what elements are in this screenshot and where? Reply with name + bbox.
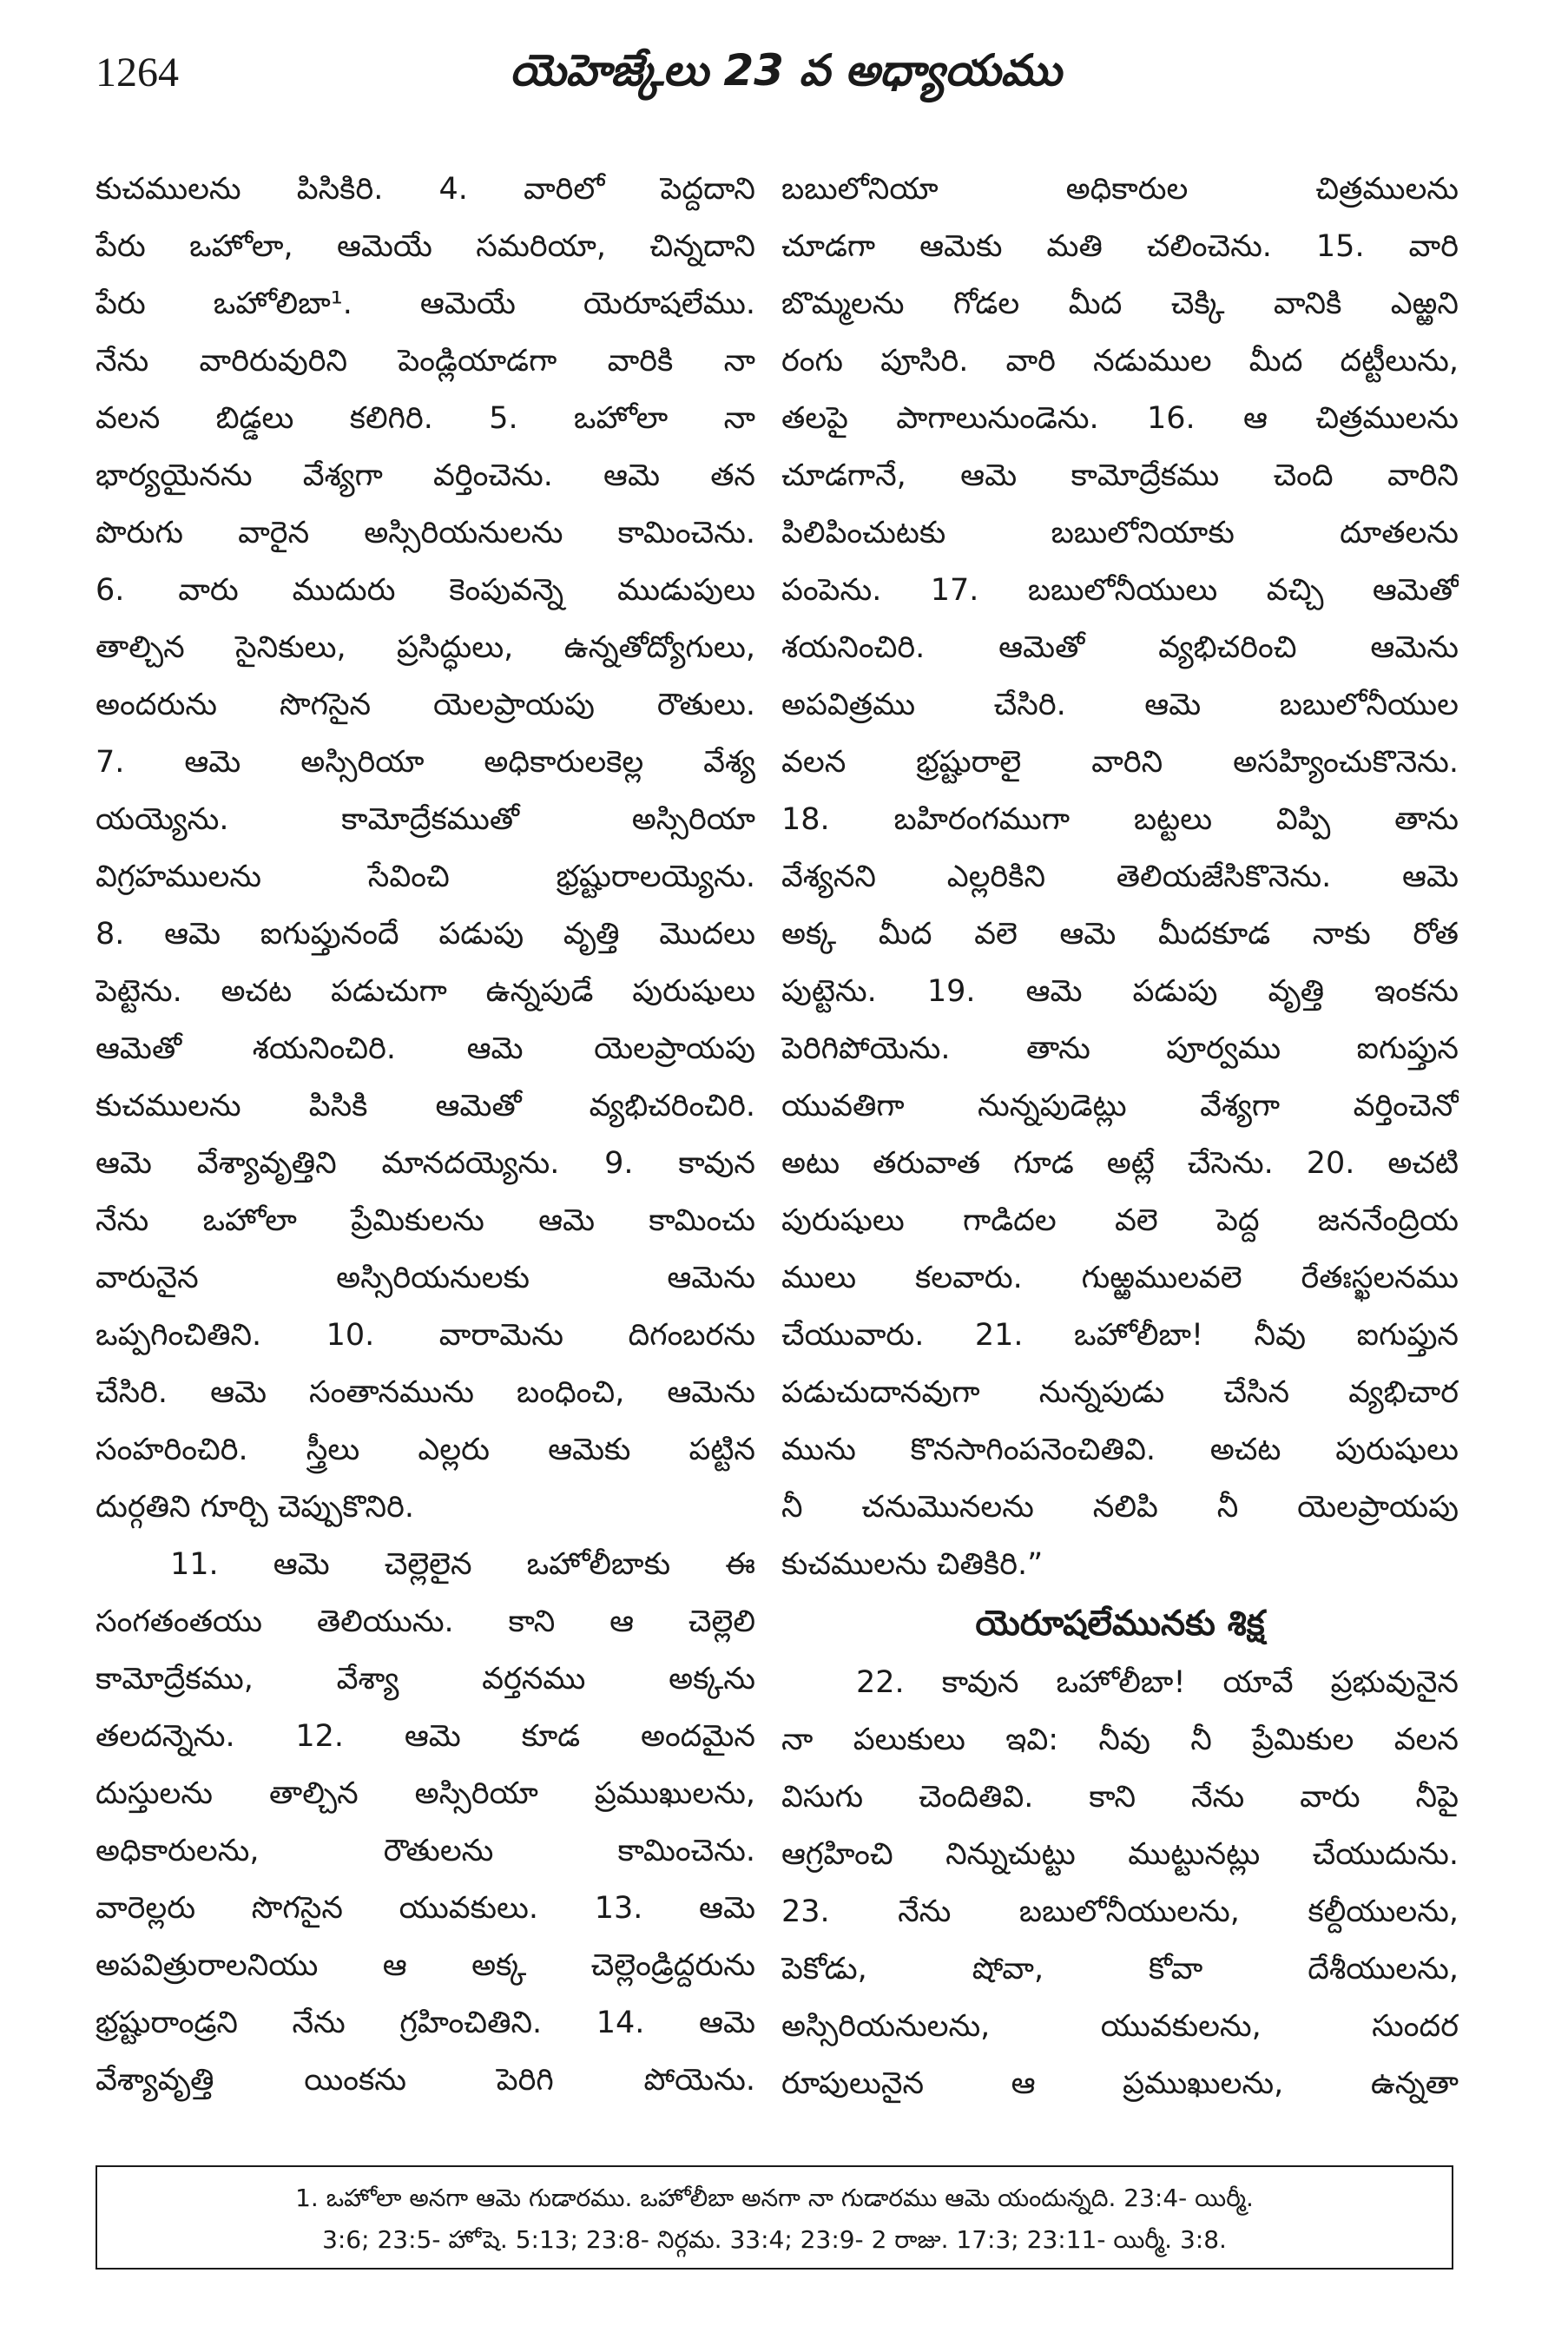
text-line: నీ చనుమొనలను నలిపి నీ యెలప్రాయపు	[781, 1490, 1459, 1525]
text-line: దుస్తులను తాల్చిన అస్సిరియా ప్రముఖులను,	[96, 1776, 755, 1811]
text-line: కామోద్రేకము, వేశ్యా వర్తనము అక్కను	[96, 1662, 755, 1696]
text-line: అపవిత్రము చేసిరి. ఆమె బబులోనీయుల	[781, 688, 1459, 722]
text-line: పడుచుదానవుగా నున్నపుడు చేసిన వ్యభిచార	[781, 1375, 1459, 1410]
text-line: 8. ఆమె ఐగుప్తునందే పడుపు వృత్తి మొదలు	[96, 917, 755, 952]
text-line: అక్క మీద వలె ఆమె మీదకూడ నాకు రోత	[781, 917, 1459, 952]
left-column	[96, 161, 755, 2109]
text-line: 7. ఆమె అస్సిరియా అధికారులకెల్ల వేశ్య	[96, 745, 755, 780]
page-number: 1264	[96, 49, 179, 96]
text-line: పంపెను. 17. బబులోనీయులు వచ్చి ఆమెతో	[781, 573, 1459, 608]
footnote-line: 1. ఒహోలా అనగా ఆమె గుడారము. ఒహోలీబా అనగా నా గుడారము ఆమె యందున్నది. 23:4- యిర్మీ.	[295, 2184, 1254, 2212]
text-line: పుట్టెను. 19. ఆమె పడుపు వృత్తి ఇంకను	[781, 974, 1459, 1009]
page-header	[96, 42, 1476, 111]
running-title: యెహెజ్కేలు 23 వ అధ్యాయము	[510, 45, 1062, 96]
text-line: అపవిత్రురాలనియు ఆ అక్క చెల్లెండ్రిద్దరును	[96, 1948, 755, 1983]
footnote-box	[96, 2165, 1453, 2270]
text-line: పెకోడు, షోవా, కోవా దేశీయులను,	[781, 1952, 1459, 1986]
text-line: వలన భ్రష్టురాలై వారిని అసహ్యించుకొనెను.	[781, 745, 1459, 780]
text-line: పేరు ఒహోలిబా¹. ఆమెయే యెరూషలేము.	[96, 287, 755, 321]
text-line: 22. కావున ఒహోలీబా! యావే ప్రభువునైన	[856, 1665, 1459, 1700]
text-line: పురుషులు గాడిదల వలె పెద్ద జననేంద్రియ	[781, 1203, 1459, 1238]
text-line: 11. ఆమె చెల్లెలైన ఒహోలీబాకు ఈ	[170, 1547, 755, 1582]
text-line: వారునైన అస్సిరియనులకు ఆమెను	[96, 1261, 755, 1295]
text-line: ఆమె వేశ్యావృత్తిని మానదయ్యెను. 9. కావున	[96, 1146, 755, 1181]
text-line: బొమ్మలను గోడల మీద చెక్కి వానికి ఎఱ్ఱని	[781, 287, 1459, 321]
text-line: అందరును సొగసైన యెలప్రాయపు రౌతులు.	[96, 688, 755, 722]
text-line: అస్సిరియనులను, యువకులను, సుందర	[781, 2009, 1459, 2044]
text-line: చూడగానే, ఆమె కామోద్రేకము చెంది వారిని	[781, 458, 1459, 493]
text-line: నేను వారిరువురిని పెండ్లియాడగా వారికి నా	[96, 344, 755, 379]
text-line: యయ్యెను. కామోద్రేకముతో అస్సిరియా	[96, 802, 755, 837]
text-line: అటు తరువాత గూడ అట్లే చేసెను. 20. అచటి	[781, 1146, 1459, 1181]
text-line: శయనించిరి. ఆమెతో వ్యభిచరించి ఆమెను	[781, 630, 1459, 665]
text-line: భార్యయైనను వేశ్యగా వర్తించెను. ఆమె తన	[96, 458, 755, 493]
text-line: మును కొనసాగింపనెంచితివి. అచట పురుషులు	[781, 1433, 1459, 1467]
text-line: చేయువారు. 21. ఒహోలీబా! నీవు ఐగుప్తున	[781, 1318, 1459, 1353]
text-line: బబులోనియా అధికారుల చిత్రములను	[781, 172, 1459, 207]
text-line: నేను ఒహోలా ప్రేమికులను ఆమె కామించు	[96, 1203, 755, 1238]
text-line: ఆగ్రహించి నిన్నుచుట్టు ముట్టునట్లు చేయుదును.	[781, 1837, 1459, 1872]
section-heading: యెరూషలేమునకు శిక్ష	[975, 1604, 1265, 1644]
text-line: వేశ్యావృత్తి యింకను పెరిగి పోయెను.	[96, 2063, 755, 2098]
text-line: విగ్రహములను సేవించి భ్రష్టురాలయ్యెను.	[96, 860, 755, 894]
right-column	[781, 161, 1459, 2112]
text-line: తలదన్నెను. 12. ఆమె కూడ అందమైన	[96, 1719, 755, 1754]
text-line: అధికారులను, రౌతులను కామించెను.	[96, 1834, 755, 1868]
text-line: పెట్టెను. అచట పడుచుగా ఉన్నపుడే పురుషులు	[96, 974, 755, 1009]
text-line: ఒప్పగించితిని. 10. వారామెను దిగంబరను	[96, 1318, 755, 1353]
text-line: చేసిరి. ఆమె సంతానమును బంధించి, ఆమెను	[96, 1375, 755, 1410]
text-line: 23. నేను బబులోనీయులను, కల్దీయులను,	[781, 1894, 1459, 1929]
text-line: కుచములను చితికిరి.”	[781, 1547, 1044, 1582]
text-line: వేశ్యనని ఎల్లరికిని తెలియజేసికొనెను. ఆమె	[781, 860, 1459, 894]
text-line: వారెల్లరు సొగసైన యువకులు. 13. ఆమె	[96, 1891, 755, 1926]
text-line: యువతిగా నున్నపుడెట్లు వేశ్యగా వర్తించెనో	[781, 1089, 1459, 1123]
text-line: పేరు ఒహోలా, ఆమెయే సమరియా, చిన్నదాని	[96, 229, 755, 264]
text-line: విసుగు చెందితివి. కాని నేను వారు నీపై	[781, 1780, 1459, 1815]
text-line: వలన బిడ్డలు కలిగిరి. 5. ఒహోలా నా	[96, 401, 755, 436]
text-line: పెరిగిపోయెను. తాను పూర్వము ఐగుప్తున	[781, 1031, 1459, 1066]
text-line: రంగు పూసిరి. వారి నడుముల మీద దట్టీలును,	[781, 344, 1459, 379]
text-line: దుర్గతిని గూర్చి చెప్పుకొనిరి.	[96, 1490, 414, 1525]
text-line: రూపులునైన ఆ ప్రముఖులను, ఉన్నతా	[781, 2066, 1459, 2101]
text-line: 18. బహిరంగముగా బట్టలు విప్పి తాను	[781, 802, 1459, 837]
text-line: చూడగా ఆమెకు మతి చలించెను. 15. వారి	[781, 229, 1459, 264]
text-line: 6. వారు ముదురు కెంపువన్నె ముడుపులు	[96, 573, 755, 608]
text-line: సంహరించిరి. స్త్రీలు ఎల్లరు ఆమెకు పట్టిన	[96, 1433, 755, 1467]
text-line: సంగతంతయు తెలియును. కాని ఆ చెల్లెలి	[96, 1604, 755, 1639]
text-line: తలపై పాగాలునుండెను. 16. ఆ చిత్రములను	[781, 401, 1459, 436]
text-line: నా పలుకులు ఇవి: నీవు నీ ప్రేమికుల వలన	[781, 1723, 1459, 1757]
footnote-line: 3:6; 23:5- హోషె. 5:13; 23:8- నిర్గమ. 33:4; 23:9- 2 రాజు. 17:3; 23:11- యిర్మీ. 3:8.	[322, 2225, 1227, 2254]
text-line: భ్రష్టురాండ్రని నేను గ్రహించితిని. 14. ఆమె	[96, 2006, 755, 2040]
text-line: కుచములను పిసికి ఆమెతో వ్యభిచరించిరి.	[96, 1089, 755, 1123]
text-line: పిలిపించుటకు బబులోనియాకు దూతలను	[781, 516, 1459, 550]
text-line: కుచములను పిసికిరి. 4. వారిలో పెద్దదాని	[96, 172, 755, 207]
text-line: ఆమెతో శయనించిరి. ఆమె యెలప్రాయపు	[96, 1031, 755, 1066]
text-line: పొరుగు వారైన అస్సిరియనులను కామించెను.	[96, 516, 755, 550]
text-line: తాల్చిన సైనికులు, ప్రసిద్ధులు, ఉన్నతోద్యోగులు,	[96, 630, 755, 665]
text-line: ములు కలవారు. గుఱ్ఱములవలె రేతఃస్ఖలనము	[781, 1261, 1459, 1295]
